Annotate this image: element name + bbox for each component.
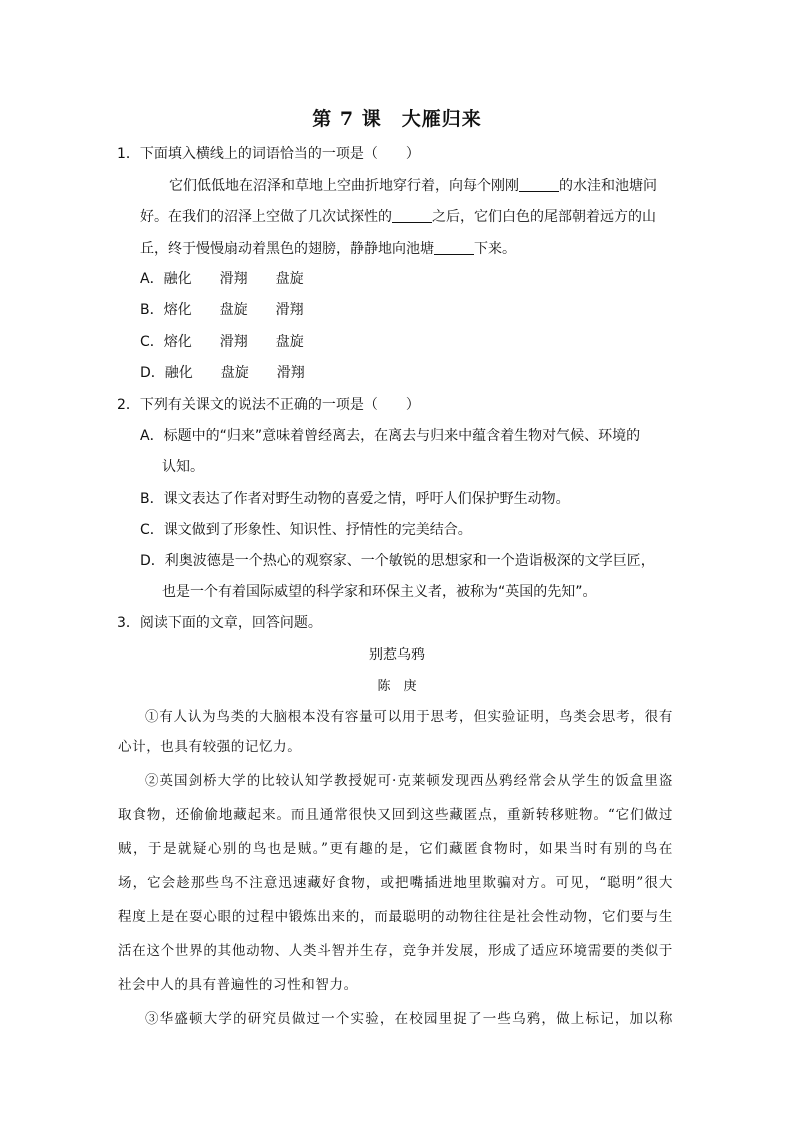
option-word: 融化 xyxy=(164,365,193,381)
article-title: 别惹乌鸦 xyxy=(369,647,425,663)
q1-passage-text: 丘，终于慢慢扇动着黑色的翅膀，静静地向池塘 xyxy=(140,241,434,257)
article-line: 程度上是在耍心眼的过程中锻炼出来的，而最聪明的动物往往是社会性动物，它们要与生 xyxy=(118,909,673,925)
q1-stem: 1．下面填入横线上的词语恰当的一项是（ ） xyxy=(117,146,420,162)
q2-option-d-line-2: 也是一个有着国际威望的科学家和环保主义者，被称为“英国的先知”。 xyxy=(162,584,597,600)
option-word: 盘旋 xyxy=(275,271,304,287)
option-label: C． xyxy=(140,334,164,350)
q2-option-b: B．课文表达了作者对野生动物的喜爱之情，呼吁人们保护野生动物。 xyxy=(140,491,570,507)
q2-stem: 2．下列有关课文的说法不正确的一项是（ ） xyxy=(117,397,420,413)
q2-option-d-line-1: D．利奥波德是一个热心的观察家、一个敏锐的思想家和一个造诣极深的文学巨匠， xyxy=(140,553,655,569)
q2-option-a-line-2: 认知。 xyxy=(162,459,204,475)
article-line: 心计，也具有较强的记忆力。 xyxy=(118,739,302,755)
article-line: 社会中人的具有普遍性的习性和智力。 xyxy=(118,977,358,993)
fill-blank-2 xyxy=(392,208,432,223)
fill-blank-3 xyxy=(434,240,474,255)
q1-passage-line-3 xyxy=(140,240,516,258)
article-author: 陈 庚 xyxy=(377,679,417,694)
option-word: 滑翔 xyxy=(219,334,248,350)
option-word: 熔化 xyxy=(163,302,192,318)
q1-passage-text: 的水洼和池塘问 xyxy=(559,178,657,194)
option-word: 滑翔 xyxy=(275,302,304,318)
option-word: 盘旋 xyxy=(219,302,248,318)
q1-passage-text: 之后，它们白色的尾部朝着远方的山 xyxy=(432,209,656,225)
q1-option-d xyxy=(140,364,333,382)
option-word: 融化 xyxy=(163,271,192,287)
article-line: ②英国剑桥大学的比较认知学教授妮可·克莱顿发现西丛鸦经常会从学生的饭盒里盗 xyxy=(145,773,673,789)
article-line: 活在这个世界的其他动物、人类斗智并生存，竞争并发展，形成了适应环境需要的类似于 xyxy=(118,943,673,959)
option-label: D． xyxy=(140,365,165,381)
option-word: 滑翔 xyxy=(219,271,248,287)
q2-option-c: C．课文做到了形象性、知识性、抒情性的完美结合。 xyxy=(140,522,472,538)
option-label: B． xyxy=(140,302,164,318)
article-line: ①有人认为鸟类的大脑根本没有容量可以用于思考，但实验证明，鸟类会思考，很有 xyxy=(145,709,673,725)
option-word: 盘旋 xyxy=(275,334,304,350)
q1-option-a xyxy=(140,270,332,288)
fill-blank-1 xyxy=(519,177,559,192)
q1-option-c xyxy=(140,333,332,351)
q1-passage-line-1 xyxy=(169,177,657,195)
option-word: 熔化 xyxy=(163,334,192,350)
q1-passage-text: 它们低低地在沼泽和草地上空曲折地穿行着，向每个刚刚 xyxy=(169,178,519,194)
q1-passage-line-2 xyxy=(140,208,656,226)
q1-passage-text: 好。在我们的沼泽上空做了几次试探性的 xyxy=(140,209,392,225)
q3-stem: 3．阅读下面的文章，回答问题。 xyxy=(117,615,322,631)
article-line: 场，它会趁那些鸟不注意迅速藏好食物，或把嘴插进地里欺骗对方。可见，“聪明”很大 xyxy=(118,875,673,891)
q1-passage-text: 下来。 xyxy=(474,241,516,257)
lesson-title: 第 7 课 大雁归来 xyxy=(312,108,482,130)
article-line: 贼，于是就疑心别的鸟也是贼。”更有趣的是，它们藏匿食物时，如果当时有别的鸟在 xyxy=(118,841,673,857)
article-line: ③华盛顿大学的研究员做过一个实验，在校园里捉了一些乌鸦，做上标记，加以称 xyxy=(145,1011,673,1027)
q2-option-a-line-1: A．标题中的“归来”意味着曾经离去，在离去与归来中蕴含着生物对气候、环境的 xyxy=(140,428,641,444)
option-word: 滑翔 xyxy=(276,365,305,381)
option-label: A． xyxy=(140,271,164,287)
q1-option-b xyxy=(140,301,332,319)
article-line: 取食物，还偷偷地藏起来。而且通常很快又回到这些藏匿点，重新转移赃物。“它们做过 xyxy=(118,807,673,823)
option-word: 盘旋 xyxy=(220,365,249,381)
